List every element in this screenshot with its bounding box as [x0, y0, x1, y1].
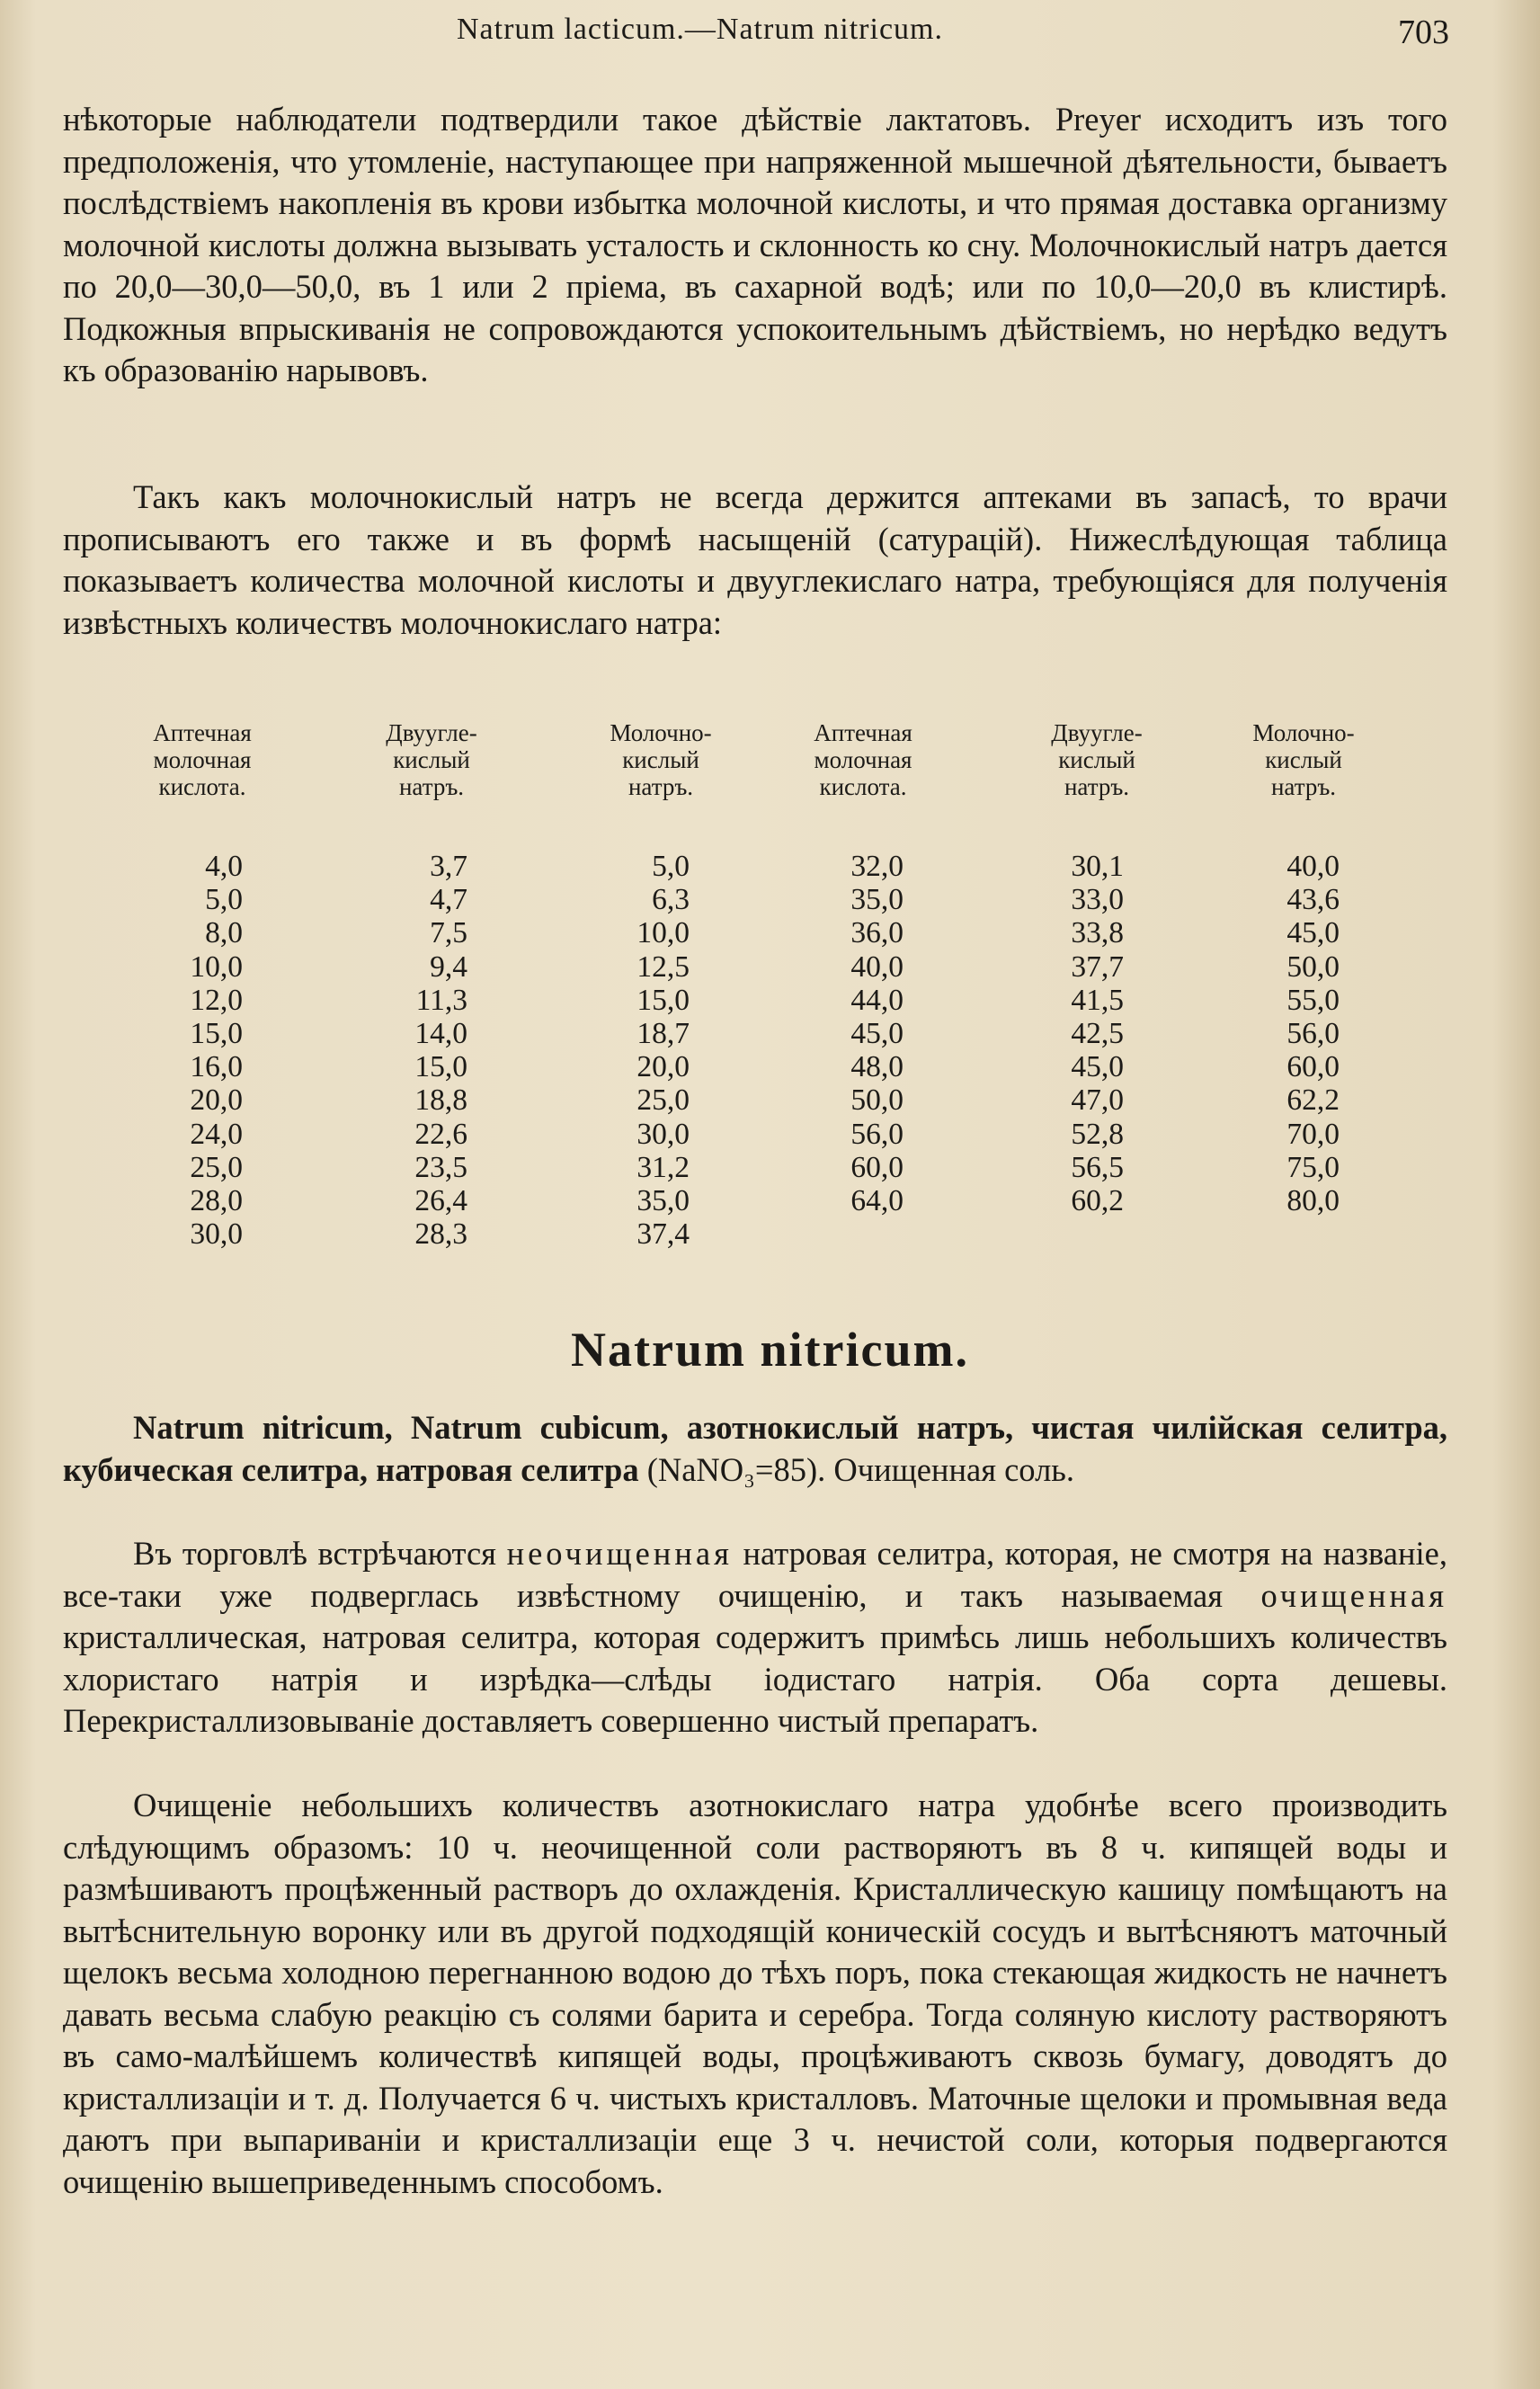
p2-middle: натровая селитра, которая, не смотря на названіе, все-таки уже подверглась извѣстному очищенію, и такъ называемая: [63, 1535, 1447, 1614]
table-cell: 23,5: [414, 1150, 467, 1184]
table-cell: 36,0: [850, 916, 904, 950]
p2-spaced-refined: очищенная: [1260, 1576, 1447, 1614]
table-cell: 55,0: [1286, 983, 1340, 1017]
table-cell: 56,5: [1071, 1150, 1124, 1184]
table-cell: 33,8: [1071, 916, 1124, 950]
table-cell: 45,0: [1286, 916, 1340, 950]
table-cell: 3,7: [430, 850, 467, 883]
table-cell: 50,0: [1286, 949, 1340, 984]
section-lead-bold: Natrum nitricum, Natrum cubicum, азотнокислый натръ, чистая чилійская селитра, кубическая селитра, натровая селитра: [63, 1409, 1447, 1488]
table-cell: 47,0: [1071, 1083, 1124, 1118]
table-cell: 60,2: [1071, 1183, 1124, 1217]
table-cell: 44,0: [850, 983, 904, 1017]
table-cell: 40,0: [850, 949, 904, 984]
table-cell: 56,0: [1286, 1016, 1340, 1050]
table-cell: 10,0: [190, 949, 243, 984]
table-cell: 8,0: [205, 916, 243, 950]
table-cell: 35,0: [636, 1183, 690, 1217]
table-cell: 45,0: [850, 1016, 904, 1050]
table-cell: 75,0: [1286, 1150, 1340, 1184]
p2-end: кристаллическая, натровая селитра, которая содержитъ примѣсь лишь небольшихъ количествъ хлористаго натрія и изрѣдка—слѣды іодистаго натрія. Оба сорта дешевы. Перекристаллизовываніе доставляетъ совершенно чистый препаратъ.: [63, 1618, 1447, 1739]
table-cell: 41,5: [1071, 983, 1124, 1017]
intro-paragraph-1: [63, 99, 1447, 392]
section-paragraph-3: [63, 1785, 1447, 2203]
table-cell: 20,0: [190, 1083, 243, 1118]
table-cell: 25,0: [190, 1150, 243, 1184]
table-cell: 9,4: [430, 949, 467, 984]
table-cell: 30,0: [190, 1217, 243, 1252]
section-lead-rest: (NaNO₃=85). Очищенная соль.: [638, 1450, 1075, 1488]
table-cell: 60,0: [1286, 1050, 1340, 1084]
table-cell: 15,0: [636, 983, 690, 1017]
table-cell: 37,4: [636, 1217, 690, 1252]
running-title: Natrum lacticum.—Natrum nitricum.: [457, 13, 943, 46]
table-cell: 24,0: [190, 1117, 243, 1151]
running-head: [0, 13, 1540, 58]
table-cell: 48,0: [850, 1050, 904, 1084]
table-cell: 15,0: [414, 1050, 467, 1084]
table-cell: 35,0: [850, 883, 904, 917]
table-cell: 18,8: [414, 1083, 467, 1118]
table-cell: 56,0: [850, 1117, 904, 1151]
table-cell: 16,0: [190, 1050, 243, 1084]
table-column-acid-2: [796, 850, 904, 1217]
table-cell: 70,0: [1286, 1117, 1340, 1151]
table-cell: 30,1: [1071, 850, 1124, 883]
table-cell: 33,0: [1071, 883, 1124, 917]
table-cell: 40,0: [1286, 850, 1340, 883]
table-cell: 10,0: [636, 916, 690, 950]
table-cell: 5,0: [205, 883, 243, 917]
table-cell: 50,0: [850, 1083, 904, 1118]
table-cell: 64,0: [850, 1183, 904, 1217]
p3-text: Очищеніе небольшихъ количествъ азотнокислаго натра удобнѣе всего производить слѣдующимъ образомъ: 10 ч. неочищенной соли растворяютъ въ 8 ч. кипящей воды и размѣшиваютъ процѣженный растворъ до охлажденія. Кристаллическую кашицу помѣщаютъ на вытѣснительную воронку или въ другой подходящій коническій сосудъ и вытѣсняютъ маточный щелокъ весьма холодною перегнанною водою до тѣхъ поръ, пока стекающая жидкость не начнетъ давать весьма слабую реакцію съ солями барита и серебра. Тогда соляную кислоту растворяютъ въ само-малѣйшемъ количествѣ кипящей воды, процѣживаютъ сквозь бумагу, доводятъ до кристаллизаціи и т. д. Получается 6 ч. чистыхъ кристалловъ. Маточные щелоки и промывная веда даютъ при выпариваніи и кристаллизаціи еще 3 ч. нечистой соли, которыя подвергаются очищенію вышеприведеннымъ способомъ.: [63, 1787, 1447, 2200]
table-cell: 80,0: [1286, 1183, 1340, 1217]
table-header-acid-2: Аптечная молочная кислота.: [814, 719, 912, 800]
section-paragraph-2: [63, 1533, 1447, 1743]
section-title: Natrum nitricum.: [571, 1323, 969, 1377]
table-cell: 43,6: [1286, 883, 1340, 917]
table-cell: 37,7: [1071, 949, 1124, 984]
table-column-lactate-2: [1232, 850, 1340, 1217]
table-cell: 12,5: [636, 949, 690, 984]
table-cell: 62,2: [1286, 1083, 1340, 1118]
table-column-acid-1: [135, 850, 243, 1251]
table-column-bicarb-2: [1016, 850, 1124, 1217]
table-cell: 20,0: [636, 1050, 690, 1084]
page-number: 703: [1398, 13, 1449, 51]
p2-start: Въ торговлѣ встрѣчаются: [133, 1535, 507, 1572]
table-header-acid-1: Аптечная молочная кислота.: [153, 719, 252, 800]
table-cell: 26,4: [414, 1183, 467, 1217]
table-column-bicarb-1: [360, 850, 467, 1251]
table-cell: 30,0: [636, 1117, 690, 1151]
intro-text-1: нѣкоторые наблюдатели подтвердили такое дѣйствіе лактатовъ. Preyer исходитъ изъ того предположенія, что утомленіе, наступающее при напряженной мышечной дѣятельности, бываетъ послѣдствіемъ накопленія въ крови избытка молочной кислоты, и что прямая доставка организму молочной кислоты должна вызывать усталость и склонность ко сну. Молочнокислый натръ дается по 20,0—30,0—50,0, въ 1 или 2 пріема, въ сахарной водѣ; или по 10,0—20,0 въ клистирѣ. Подкожныя впрыскиванія не сопровождаются успокоительнымъ дѣйствіемъ, но нерѣдко ведутъ къ образованію нарывовъ.: [63, 101, 1447, 388]
table-cell: 28,3: [414, 1217, 467, 1252]
table-cell: 28,0: [190, 1183, 243, 1217]
table-header-bicarb-2: Двуугле- кислый натръ.: [1051, 719, 1143, 800]
table-cell: 45,0: [1071, 1050, 1124, 1084]
table-cell: 42,5: [1071, 1016, 1124, 1050]
table-header-lactate-2: Молочно- кислый натръ.: [1252, 719, 1355, 800]
intro-text-2: Такъ какъ молочнокислый натръ не всегда держится аптеками въ запасѣ, то врачи прописываютъ его также и въ формѣ насыщеній (сатурацій). Нижеслѣдующая таблица показываетъ количества молочной кислоты и двууглекислаго натра, требующіяся для полученія извѣстныхъ количествъ молочнокислаго натра:: [63, 478, 1447, 641]
table-cell: 4,0: [205, 850, 243, 883]
table-cell: 12,0: [190, 983, 243, 1017]
table-cell: 31,2: [636, 1150, 690, 1184]
table-header-bicarb-1: Двуугле- кислый натръ.: [386, 719, 477, 800]
table-column-lactate-1: [582, 850, 690, 1251]
table-cell: 7,5: [430, 916, 467, 950]
intro-paragraph-2: [63, 477, 1447, 644]
table-cell: 32,0: [850, 850, 904, 883]
table-header-lactate-1: Молочно- кислый натръ.: [610, 719, 712, 800]
table-cell: 60,0: [850, 1150, 904, 1184]
table-cell: 6,3: [652, 883, 690, 917]
table-cell: 52,8: [1071, 1117, 1124, 1151]
p2-spaced-unrefined: неочищенная: [506, 1535, 733, 1572]
table-cell: 4,7: [430, 883, 467, 917]
table-cell: 15,0: [190, 1016, 243, 1050]
table-cell: 25,0: [636, 1083, 690, 1118]
table-cell: 18,7: [636, 1016, 690, 1050]
table-cell: 14,0: [414, 1016, 467, 1050]
table-cell: 5,0: [652, 850, 690, 883]
table-cell: 11,3: [415, 983, 467, 1017]
section-lead-paragraph: [63, 1407, 1447, 1491]
table-cell: 22,6: [414, 1117, 467, 1151]
